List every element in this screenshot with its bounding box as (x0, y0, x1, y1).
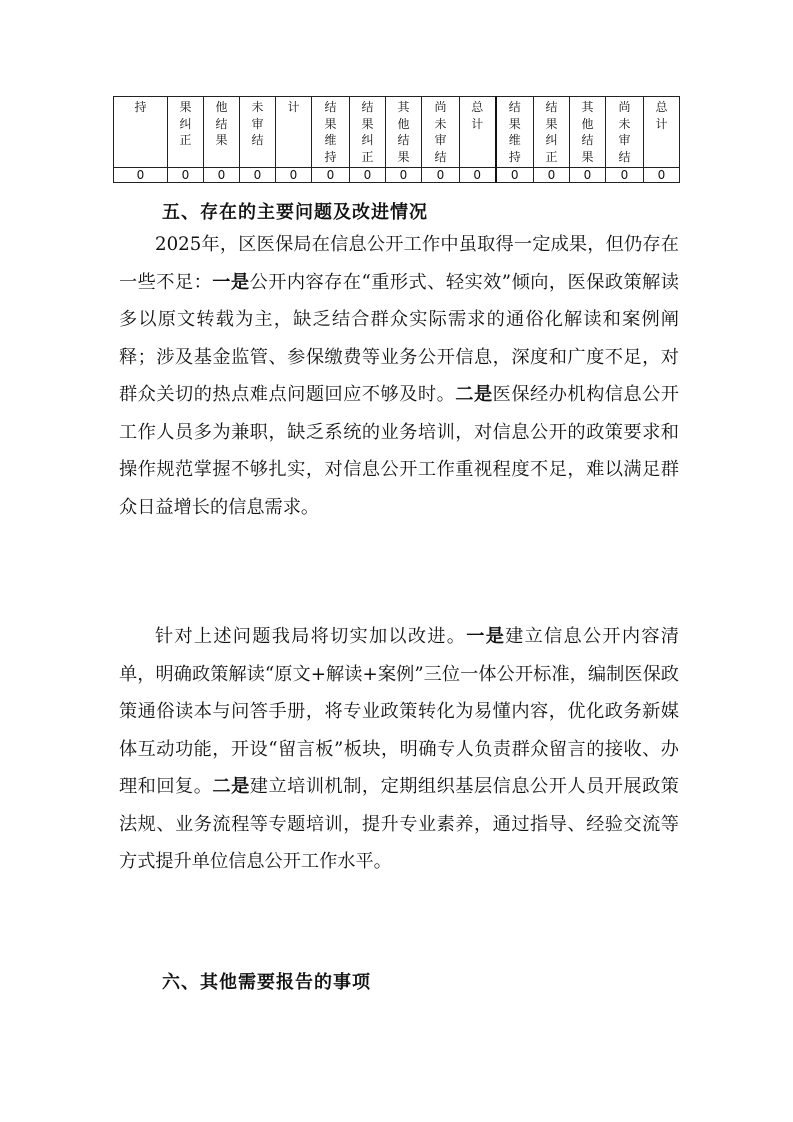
table-header-row (114, 97, 680, 168)
paragraph-text: 公开内容存在“重形式、轻实效”倾向，医保政策解读多以原文转载为主，缺乏结合群众实际需求的通俗化解读和案例阐释；涉及基金监管、参保缴费等业务公开信息，深度和广度不足，对群众关切的热点难点问题回应不够及时。 (119, 271, 679, 405)
table-header-cell: 总计 (460, 97, 496, 168)
table-cell: 0 (114, 168, 168, 183)
table-cell: 0 (204, 168, 240, 183)
bold-marker: 二是 (212, 776, 250, 797)
table-header-cell: 他结果 (204, 97, 240, 168)
table-header-cell: 总计 (644, 97, 680, 168)
table-header-cell: 结果纠正 (350, 97, 386, 168)
table-cell: 0 (422, 168, 460, 183)
table-cell: 0 (496, 168, 534, 183)
table-header-cell: 计 (276, 97, 312, 168)
bold-marker: 二是 (455, 384, 493, 405)
table-cell: 0 (350, 168, 386, 183)
paragraph-text: 针对上述问题我局将切实加以改进。 (155, 626, 467, 647)
table-cell: 0 (570, 168, 606, 183)
section-5-heading: 五、存在的主要问题及改进情况 (162, 202, 428, 223)
table-header-cell: 尚未审结 (606, 97, 644, 168)
table-header-cell: 持 (114, 97, 168, 168)
section-5-paragraph-improvements (119, 618, 679, 881)
table-header-cell: 结果纠正 (534, 97, 570, 168)
table-header-cell: 未审结 (240, 97, 276, 168)
table-row (114, 168, 680, 183)
table-header-cell: 尚未审结 (422, 97, 460, 168)
table-cell: 0 (312, 168, 350, 183)
table-cell: 0 (386, 168, 422, 183)
table-header-cell: 其他结果 (570, 97, 606, 168)
paragraph-text: 建立培训机制，定期组织基层信息公开人员开展政策法规、业务流程等专题培训，提升专业素养，通过指导、经验交流等方式提升单位信息公开工作水平。 (119, 776, 679, 872)
table-header-cell: 果纠正 (168, 97, 204, 168)
paragraph-text: 医保经办机构信息公开工作人员多为兼职，缺乏系统的业务培训，对信息公开的政策要求和操作规范掌握不够扎实，对信息公开工作重视程度不足，难以满足群众日益增长的信息需求。 (119, 384, 679, 518)
table-cell: 0 (644, 168, 680, 183)
paragraph-text: 2025年，区医保局在信息公开工作中虽取得一定成果，但仍存在一些不足： (119, 234, 679, 293)
table-header-cell: 其他结果 (386, 97, 422, 168)
paragraph-text: 建立信息公开内容清单，明确政策解读“原文+解读+案例”三位一体公开标准，编制医保政策通俗读本与问答手册，将专业政策转化为易懂内容，优化政务新媒体互动功能，开设“留言板”板块，明确专人负责群众留言的接收、办理和回复。 (119, 626, 679, 797)
table-header-cell: 结果维持 (496, 97, 534, 168)
section-5-paragraph-problems (119, 226, 679, 526)
table-cell: 0 (534, 168, 570, 183)
table-cell: 0 (276, 168, 312, 183)
table-cell: 0 (460, 168, 496, 183)
bold-marker: 一是 (212, 271, 250, 293)
bold-marker: 一是 (466, 626, 506, 647)
table-header-cell: 结果维持 (312, 97, 350, 168)
table-cell: 0 (606, 168, 644, 183)
table-cell: 0 (240, 168, 276, 183)
table-cell: 0 (168, 168, 204, 183)
review-statistics-table (113, 96, 679, 183)
section-6-heading: 六、其他需要报告的事项 (162, 972, 371, 993)
